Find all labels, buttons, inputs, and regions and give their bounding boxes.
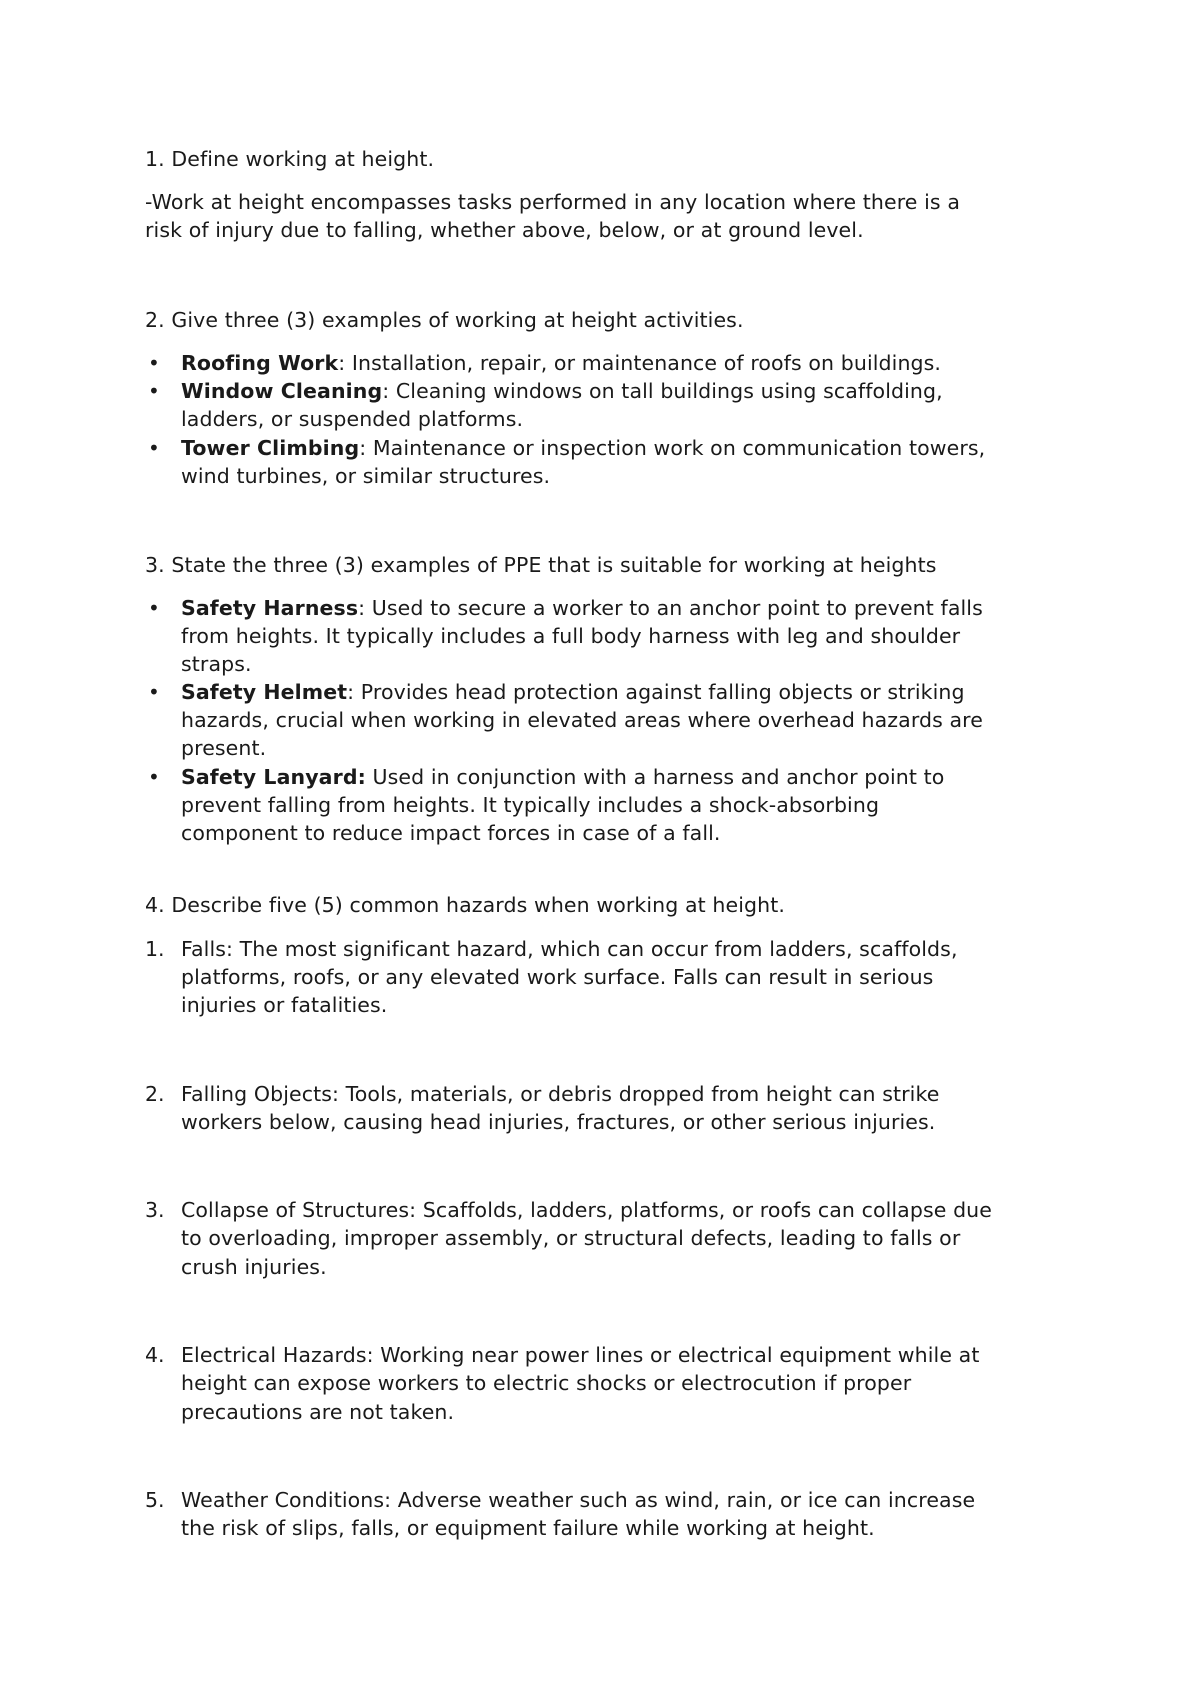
hazard-electrical-line-1: Electrical Hazards: Working near power lines or electrical equipment while at	[181, 1343, 980, 1367]
hazard-electrical-line-2: height can expose workers to electric shocks or electrocution if proper	[181, 1371, 912, 1395]
item-text-continuation: from heights. It typically includes a full body harness with leg and shoulder	[181, 624, 961, 648]
hazard-weather-line-1: Weather Conditions: Adverse weather such as wind, rain, or ice can increase	[181, 1488, 976, 1512]
hazard-collapse-line-1: Collapse of Structures: Scaffolds, ladders, platforms, or roofs can collapse due	[181, 1198, 992, 1222]
bullet-icon: •	[148, 596, 160, 620]
hazard-falling-objects-line-2: workers below, causing head injuries, fractures, or other serious injuries.	[181, 1110, 936, 1134]
question-4: 4. Describe five (5) common hazards when working at height.	[145, 893, 785, 917]
hazard-electrical-line-3: precautions are not taken.	[181, 1400, 455, 1424]
hazard-collapse-line-2: to overloading, improper assembly, or structural defects, leading to falls or	[181, 1226, 961, 1250]
list-item-safety-harness	[181, 594, 983, 622]
question-2: 2. Give three (3) examples of working at height activities.	[145, 308, 744, 332]
list-number: 3.	[145, 1198, 165, 1222]
item-term: Roofing Work	[181, 351, 339, 375]
bullet-icon: •	[148, 436, 160, 460]
item-text: : Maintenance or inspection work on communication towers,	[359, 436, 986, 460]
list-item-tower-climbing	[181, 434, 985, 462]
item-text-continuation: ladders, or suspended platforms.	[181, 407, 524, 431]
list-item-roofing-work	[181, 349, 941, 377]
item-text: : Used to secure a worker to an anchor point to prevent falls	[358, 596, 983, 620]
item-term: Safety Harness	[181, 596, 359, 620]
item-text: : Provides head protection against falling objects or striking	[347, 680, 965, 704]
list-item-safety-helmet	[181, 678, 965, 706]
item-term: Safety Helmet	[181, 680, 348, 704]
hazard-collapse-line-3: crush injuries.	[181, 1255, 327, 1279]
item-text: : Cleaning windows on tall buildings using scaffolding,	[382, 379, 943, 403]
list-item-safety-lanyard	[181, 763, 944, 791]
answer-1-line-1: -Work at height encompasses tasks performed in any location where there is a	[145, 190, 960, 214]
hazard-falls-line-1: Falls: The most significant hazard, which can occur from ladders, scaffolds,	[181, 937, 958, 961]
item-term: Window Cleaning	[181, 379, 383, 403]
hazard-falls-line-2: platforms, roofs, or any elevated work surface. Falls can result in serious	[181, 965, 934, 989]
item-text-continuation: component to reduce impact forces in case of a fall.	[181, 821, 721, 845]
question-3: 3. State the three (3) examples of PPE that is suitable for working at heights	[145, 553, 937, 577]
item-text-continuation: hazards, crucial when working in elevated areas where overhead hazards are	[181, 708, 983, 732]
question-1: 1. Define working at height.	[145, 147, 435, 171]
item-text-continuation: present.	[181, 736, 267, 760]
hazard-falls-line-3: injuries or fatalities.	[181, 993, 388, 1017]
list-number: 2.	[145, 1082, 165, 1106]
item-text-continuation: prevent falling from heights. It typically includes a shock-absorbing	[181, 793, 880, 817]
bullet-icon: •	[148, 379, 160, 403]
list-number: 1.	[145, 937, 165, 961]
item-text: : Installation, repair, or maintenance of roofs on buildings.	[338, 351, 942, 375]
item-text: Used in conjunction with a harness and anchor point to	[365, 765, 945, 789]
list-number: 4.	[145, 1343, 165, 1367]
item-text-continuation: straps.	[181, 652, 252, 676]
bullet-icon: •	[148, 351, 160, 375]
answer-1-line-2: risk of injury due to falling, whether above, below, or at ground level.	[145, 218, 864, 242]
item-term: Tower Climbing	[181, 436, 360, 460]
bullet-icon: •	[148, 765, 160, 789]
bullet-icon: •	[148, 680, 160, 704]
list-item-window-cleaning	[181, 377, 943, 405]
item-term: Safety Lanyard:	[181, 765, 366, 789]
hazard-weather-line-2: the risk of slips, falls, or equipment failure while working at height.	[181, 1516, 875, 1540]
list-number: 5.	[145, 1488, 165, 1512]
hazard-falling-objects-line-1: Falling Objects: Tools, materials, or debris dropped from height can strike	[181, 1082, 940, 1106]
item-text-continuation: wind turbines, or similar structures.	[181, 464, 551, 488]
